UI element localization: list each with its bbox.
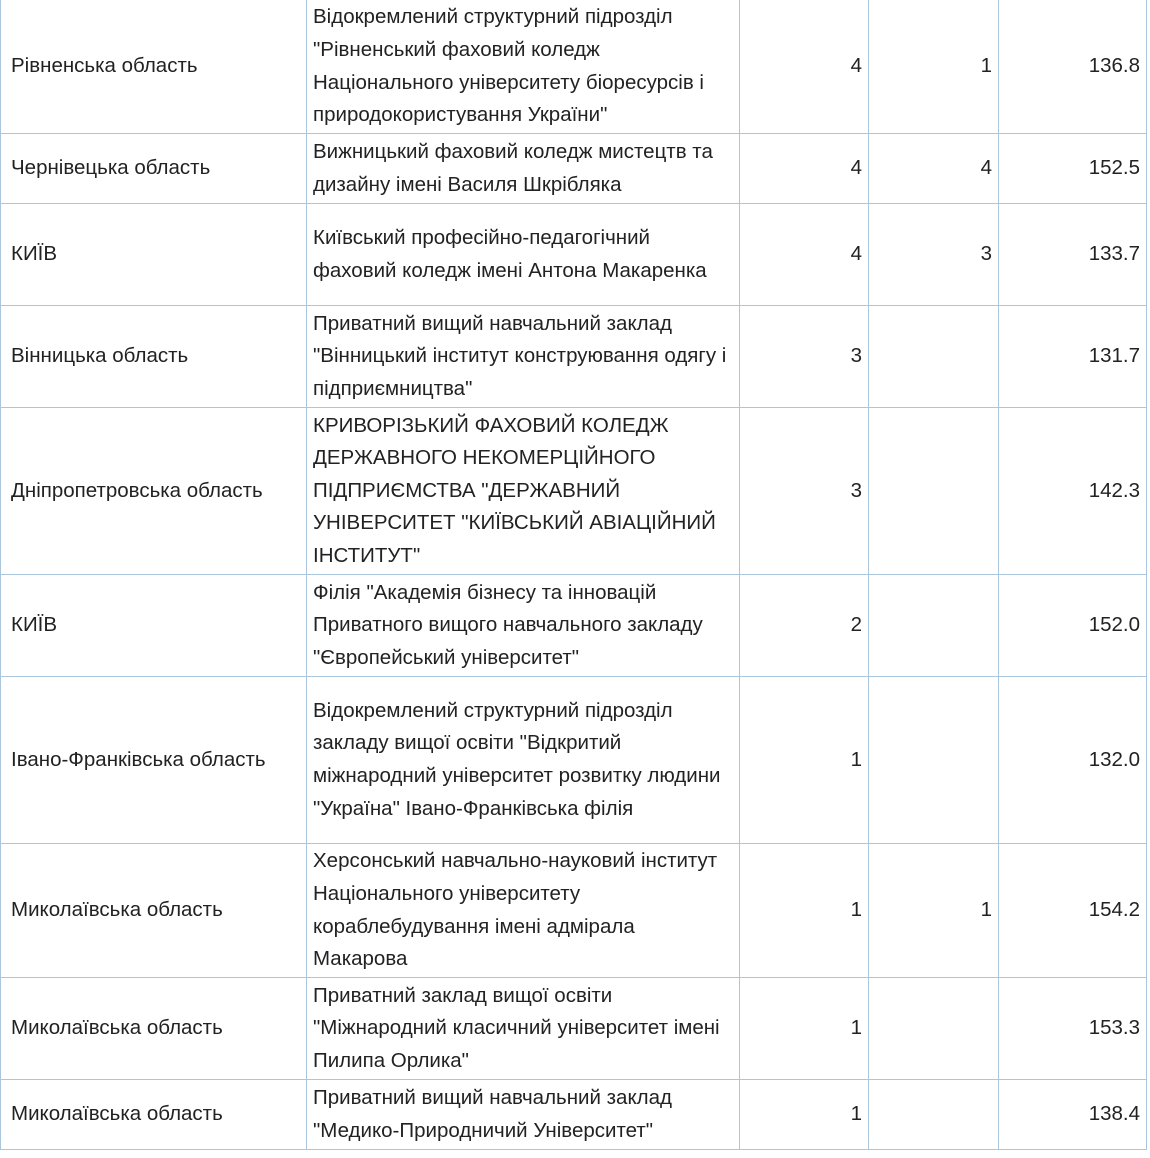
- institution-name-cell: Приватний вищий навчальний заклад "Медико-Природничий Університет": [307, 1080, 740, 1150]
- institution-name-cell: Відокремлений структурний підрозділ "Рівненський фаховий коледж Національного університету біоресурсів і природокористування України": [307, 0, 740, 134]
- count-b-cell: [869, 408, 999, 575]
- region-cell: КИЇВ: [1, 575, 307, 677]
- score-cell: 133.7: [999, 204, 1147, 306]
- region-cell: Рівненська область: [1, 0, 307, 134]
- institution-name-cell: Відокремлений структурний підрозділ закладу вищої освіти "Відкритий міжнародний університет розвитку людини "Україна" Івано-Франківська філія: [307, 677, 740, 844]
- table-row: [1, 1080, 1147, 1150]
- count-b-cell: [869, 575, 999, 677]
- count-b-cell: [869, 978, 999, 1080]
- count-a-cell: 4: [740, 134, 869, 204]
- region-cell: Івано-Франківська область: [1, 677, 307, 844]
- table-row: [1, 306, 1147, 408]
- count-b-cell: 4: [869, 134, 999, 204]
- count-b-cell: 1: [869, 844, 999, 978]
- institution-name-cell: Філія "Академія бізнесу та інновацій Приватного вищого навчального закладу "Європейський університет": [307, 575, 740, 677]
- count-a-cell: 4: [740, 204, 869, 306]
- region-cell: Вінницька область: [1, 306, 307, 408]
- region-cell: Дніпропетровська область: [1, 408, 307, 575]
- score-cell: 152.0: [999, 575, 1147, 677]
- table-row: [1, 134, 1147, 204]
- score-cell: 132.0: [999, 677, 1147, 844]
- count-b-cell: 1: [869, 0, 999, 134]
- count-a-cell: 3: [740, 306, 869, 408]
- table-row: [1, 978, 1147, 1080]
- institution-name-cell: Приватний вищий навчальний заклад "Вінницький інститут конструювання одягу і підприємництва": [307, 306, 740, 408]
- score-cell: 138.4: [999, 1080, 1147, 1150]
- institution-name-cell: Херсонський навчально-науковий інститут Національного університету кораблебудування імені адмірала Макарова: [307, 844, 740, 978]
- score-cell: 153.3: [999, 978, 1147, 1080]
- count-b-cell: 3: [869, 204, 999, 306]
- table-row: [1, 844, 1147, 978]
- score-cell: 142.3: [999, 408, 1147, 575]
- institution-name-cell: Приватний заклад вищої освіти "Міжнародний класичний університет імені Пилипа Орлика": [307, 978, 740, 1080]
- score-cell: 131.7: [999, 306, 1147, 408]
- table-row: [1, 575, 1147, 677]
- score-cell: 154.2: [999, 844, 1147, 978]
- count-b-cell: [869, 677, 999, 844]
- score-cell: 152.5: [999, 134, 1147, 204]
- count-a-cell: 2: [740, 575, 869, 677]
- count-a-cell: 1: [740, 1080, 869, 1150]
- region-cell: Миколаївська область: [1, 1080, 307, 1150]
- table-row: [1, 0, 1147, 134]
- count-a-cell: 4: [740, 0, 869, 134]
- count-a-cell: 1: [740, 677, 869, 844]
- region-cell: КИЇВ: [1, 204, 307, 306]
- count-b-cell: [869, 1080, 999, 1150]
- region-cell: Миколаївська область: [1, 844, 307, 978]
- institution-name-cell: КРИВОРІЗЬКИЙ ФАХОВИЙ КОЛЕДЖ ДЕРЖАВНОГО НЕКОМЕРЦІЙНОГО ПІДПРИЄМСТВА "ДЕРЖАВНИЙ УНІВЕРСИТЕТ "КИЇВСЬКИЙ АВІАЦІЙНИЙ ІНСТИТУТ": [307, 408, 740, 575]
- count-a-cell: 1: [740, 844, 869, 978]
- table-row: [1, 204, 1147, 306]
- table-row: [1, 677, 1147, 844]
- count-a-cell: 3: [740, 408, 869, 575]
- count-a-cell: 1: [740, 978, 869, 1080]
- score-cell: 136.8: [999, 0, 1147, 134]
- count-b-cell: [869, 306, 999, 408]
- table-row: [1, 408, 1147, 575]
- institution-name-cell: Вижницький фаховий коледж мистецтв та дизайну імені Василя Шкрібляка: [307, 134, 740, 204]
- institution-name-cell: Київський професійно-педагогічний фаховий коледж імені Антона Макаренка: [307, 204, 740, 306]
- region-cell: Чернівецька область: [1, 134, 307, 204]
- region-cell: Миколаївська область: [1, 978, 307, 1080]
